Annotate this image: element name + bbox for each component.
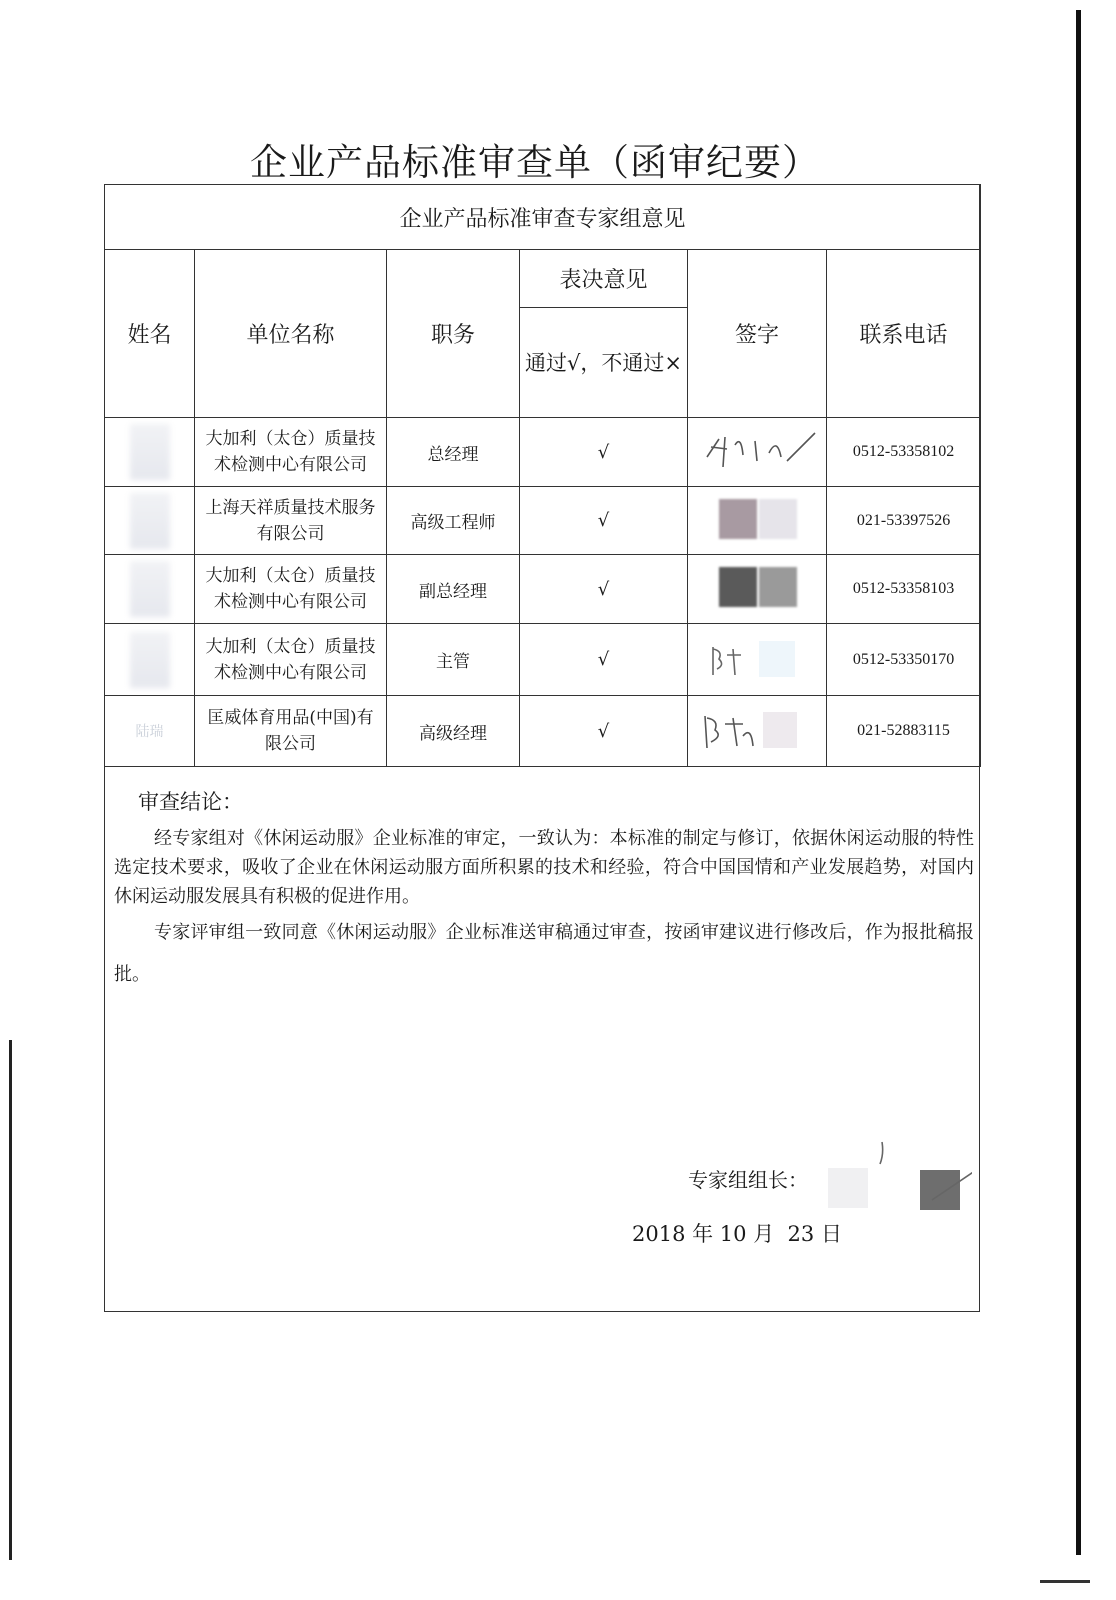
cell-company: 匡威体育用品(中国)有限公司 — [195, 696, 387, 767]
cell-position: 高级经理 — [387, 696, 520, 767]
cell-name: 陆瑞 — [105, 696, 195, 767]
cell-company: 大加利（太仓）质量技术检测中心有限公司 — [195, 418, 387, 487]
cell-position: 副总经理 — [387, 555, 520, 624]
cell-phone: 0512-53358102 — [827, 418, 981, 487]
cell-name — [105, 624, 195, 696]
cell-signature — [688, 487, 827, 555]
cell-position: 主管 — [387, 624, 520, 696]
redaction-block — [759, 567, 797, 607]
header-name: 姓名 — [105, 250, 195, 418]
scan-edge-left — [9, 1040, 12, 1560]
redacted-name — [130, 561, 170, 617]
cell-vote: √ — [520, 487, 688, 555]
cell-company: 上海天祥质量技术服务有限公司 — [195, 487, 387, 555]
signing-date: 2018 年 10 月 23 日 — [632, 1222, 842, 1246]
cell-name — [105, 555, 195, 624]
redacted-signature — [697, 564, 817, 610]
cell-position: 高级工程师 — [387, 487, 520, 555]
cell-phone: 021-52883115 — [827, 696, 981, 767]
expert-review-table — [104, 184, 981, 767]
cell-company: 大加利（太仓）质量技术检测中心有限公司 — [195, 555, 387, 624]
redaction-block — [759, 641, 795, 677]
header-position: 职务 — [387, 250, 520, 418]
table-row — [105, 696, 981, 767]
cell-vote: √ — [520, 418, 688, 487]
cell-phone: 0512-53358103 — [827, 555, 981, 624]
redacted-name — [130, 493, 170, 549]
redacted-name — [130, 424, 170, 480]
redaction-block — [759, 499, 797, 539]
cell-signature — [688, 418, 827, 487]
cell-name — [105, 418, 195, 487]
redaction-block — [719, 567, 757, 607]
handwritten-signature — [697, 427, 817, 473]
conclusion-label: 审查结论： — [138, 790, 243, 814]
conclusion-paragraph-1: 经专家组对《休闲运动服》企业标准的审定，一致认为：本标准的制定与修订，依据休闲运动服的特性选定技术要求，吸收了企业在休闲运动服方面所积累的技术和经验，符合中国国情和产业发展趋势，对国内休闲运动服发展具有积极的促进作用。 — [114, 828, 974, 907]
redaction-block — [719, 499, 757, 539]
conclusion-paragraph-2: 专家评审组一致同意《休闲运动服》企业标准送审稿通过审查，按函审建议进行修改后，作为报批稿报批。 — [114, 922, 974, 985]
cell-phone: 021-53397526 — [827, 487, 981, 555]
handwritten-signature — [697, 706, 817, 752]
cell-vote: √ — [520, 555, 688, 624]
redacted-signature — [697, 496, 817, 542]
cell-phone: 0512-53350170 — [827, 624, 981, 696]
header-phone: 联系电话 — [827, 250, 981, 418]
redaction-block — [920, 1170, 960, 1210]
table-row — [105, 624, 981, 696]
redacted-name — [130, 632, 170, 688]
header-company: 单位名称 — [195, 250, 387, 418]
cell-name — [105, 487, 195, 555]
table-row — [105, 418, 981, 487]
cell-signature — [688, 624, 827, 696]
header-vote-note: 通过√，不通过× — [520, 308, 688, 418]
cell-vote: √ — [520, 696, 688, 767]
cell-signature — [688, 696, 827, 767]
cell-position: 总经理 — [387, 418, 520, 487]
leader-signature — [822, 1140, 972, 1215]
table-row — [105, 555, 981, 624]
section-heading: 企业产品标准审查专家组意见 — [105, 185, 981, 250]
scan-edge-right — [1076, 10, 1081, 1555]
redaction-block — [828, 1168, 868, 1208]
document-title: 企业产品标准审查单（函审纪要） — [250, 141, 820, 184]
header-vote: 表决意见 — [520, 250, 688, 308]
cell-vote: √ — [520, 624, 688, 696]
table-row — [105, 487, 981, 555]
cell-company: 大加利（太仓）质量技术检测中心有限公司 — [195, 624, 387, 696]
cell-signature — [688, 555, 827, 624]
handwritten-signature — [697, 635, 817, 681]
leader-label: 专家组组长： — [688, 1168, 808, 1192]
header-signature: 签字 — [688, 250, 827, 418]
scan-edge-bottom — [1040, 1580, 1090, 1583]
redaction-block — [763, 712, 797, 748]
